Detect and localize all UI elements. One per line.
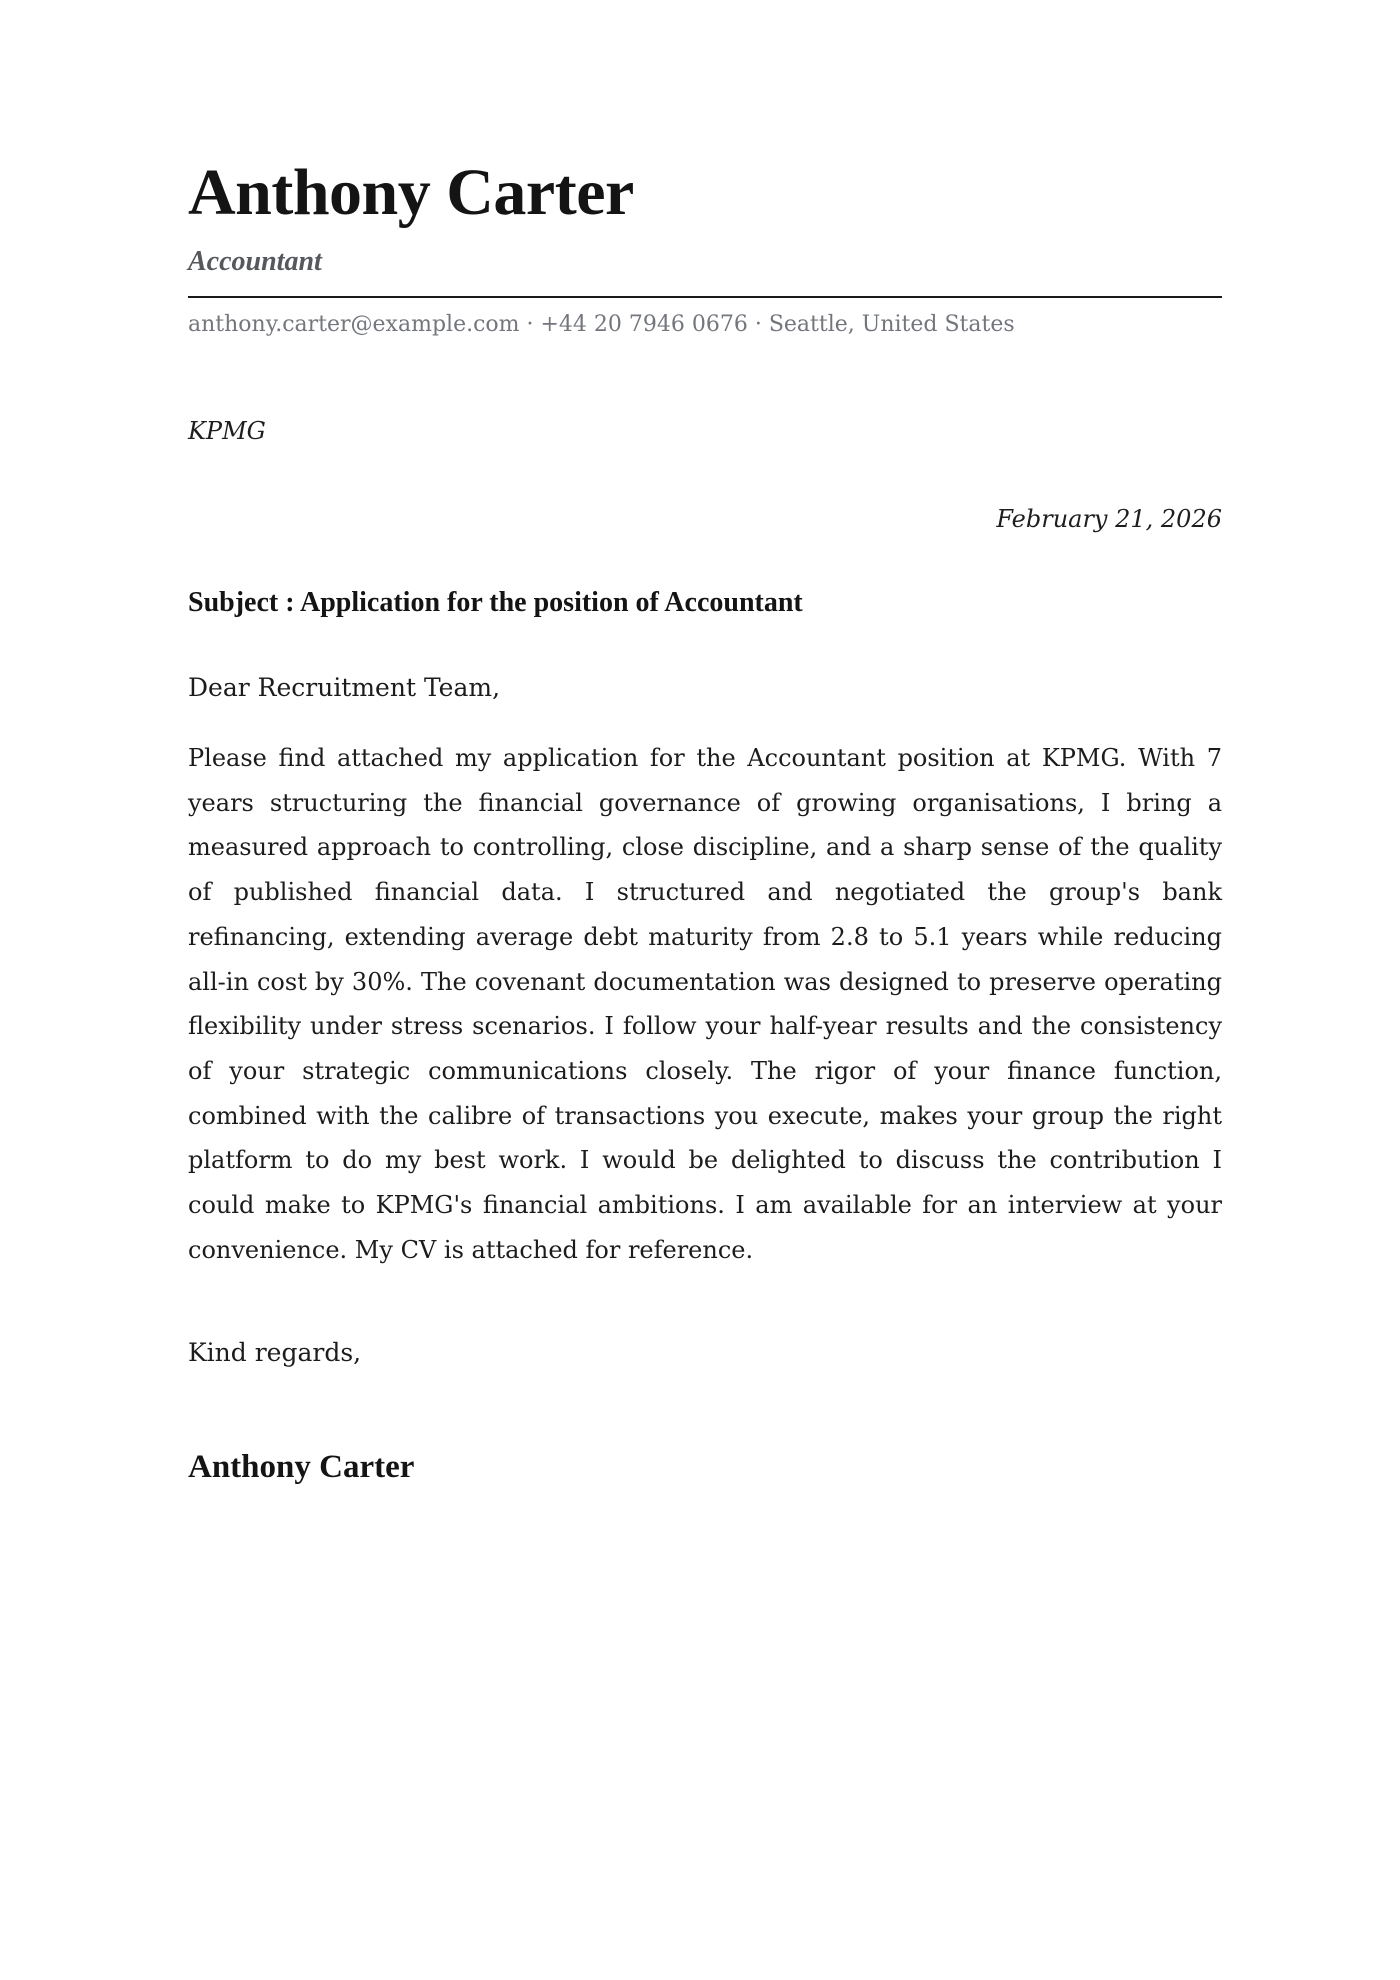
- letter-body: Please find attached my application for the Accountant position at KPMG. With 7 years structuring the financial governance of growing organisations, I bring a measured approach to controlling, close discipline, and a sharp sense of the quality of published financial data. I structured and negotiated the group's bank refinancing, extending average debt maturity from 2.8 to 5.1 years while reducing all-in cost by 30%. The covenant documentation was designed to preserve operating flexibility under stress scenarios. I follow your half-year results and the consistency of your strategic communications closely. The rigor of your finance function, combined with the calibre of transactions you execute, makes your group the right platform to do my best work. I would be delighted to discuss the contribution I could make to KPMG's financial ambitions. I am available for an interview at your convenience. My CV is attached for reference.: [188, 744, 1222, 1264]
- recipient-company: KPMG: [188, 417, 266, 445]
- letter-salutation: Dear Recruitment Team,: [188, 673, 501, 702]
- signature-name: Anthony Carter: [188, 1449, 415, 1486]
- contact-line: anthony.carter@example.com · +44 20 7946 0676 · Seattle, United States: [188, 312, 1015, 337]
- letter-subject: Subject : Application for the position of Accountant: [188, 587, 803, 618]
- applicant-name: Anthony Carter: [188, 156, 634, 229]
- letter-date: February 21, 2026: [996, 505, 1222, 533]
- cover-letter: [188, 156, 1222, 1486]
- header-divider: [188, 296, 1222, 298]
- applicant-role: Accountant: [188, 246, 322, 277]
- letter-closing: Kind regards,: [188, 1338, 362, 1368]
